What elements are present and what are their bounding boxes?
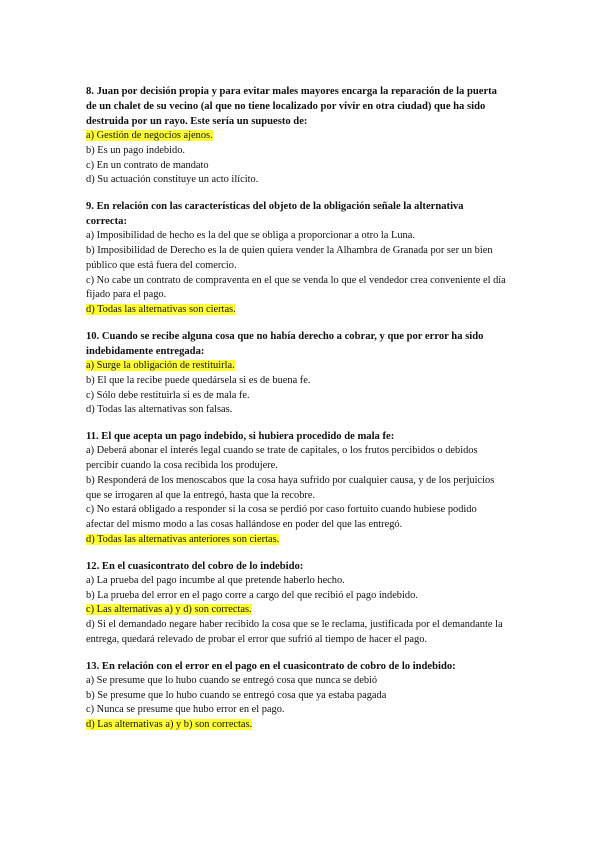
question-title: 8. Juan por decisión propia y para evitar males mayores encarga la reparación de la puerta de un chalet de su vecino (al que no tiene localizado por vivir en otra ciudad) que ha sido destruida por un rayo. Este sería un supuesto de: xyxy=(86,86,497,127)
answer-option xyxy=(86,603,506,618)
question-title: 13. En relación con el error en el pago en el cuasicontrato de cobro de lo indebido: xyxy=(86,660,456,672)
highlighted-answer: a) Surge la obligación de restituirla. xyxy=(86,359,235,371)
answer-option: b) El que la recibe puede quedársela si es de buena fe. xyxy=(86,374,311,386)
highlighted-answer: d) Todas las alternativas anteriores son ciertas. xyxy=(86,533,280,545)
answer-option: d) Si el demandado negare haber recibido la cosa que se le reclama, justificada por el demandante la entrega, quedará relevado de probar el error que sufrió al tiempo de hacer el pago. xyxy=(86,619,503,645)
highlighted-answer: c) Las alternativas a) y d) son correctas. xyxy=(86,604,252,616)
answer-option xyxy=(86,129,506,144)
question-13 xyxy=(86,659,506,733)
question-9 xyxy=(86,199,506,318)
answer-option xyxy=(86,718,506,733)
question-list xyxy=(86,84,506,744)
answer-option: b) Es un pago indebido. xyxy=(86,144,185,156)
highlighted-answer: a) Gestión de negocios ajenos. xyxy=(86,130,213,141)
question-title: 9. En relación con las características del objeto de la obligación señale la alternativa correcta: xyxy=(86,201,464,228)
question-10 xyxy=(86,329,506,418)
question-title: 11. El que acepta un pago indebido, si hubiera procedido de mala fe: xyxy=(86,431,395,443)
answer-option: b) Responderá de los menoscabos que la cosa haya sufrido por cualquier causa, y de los perjuicios que se irrogaren al que la entregó, hasta que la recobre. xyxy=(86,474,495,501)
answer-option: c) Sólo debe restituirla si es de mala fe. xyxy=(86,389,250,401)
answer-option: b) Imposibilidad de Derecho es la de quien quiera vender la Alhambra de Granada por ser un bien público que está fuera del comercio. xyxy=(86,244,493,271)
answer-option: a) Imposibilidad de hecho es la del que se obliga a proporcionar a otro la Luna. xyxy=(86,230,415,242)
question-title: 12. En el cuasicontrato del cobro de lo indebido: xyxy=(86,560,304,572)
highlighted-answer: d) Todas las alternativas son ciertas. xyxy=(86,304,236,316)
answer-option xyxy=(86,359,506,374)
answer-option: c) No cabe un contrato de compraventa en el que se venda lo que el vendedor crea conveniente el día fijado para el pago. xyxy=(86,274,506,301)
answer-option: d) Todas las alternativas son falsas. xyxy=(86,404,233,416)
question-title: 10. Cuando se recibe alguna cosa que no había derecho a cobrar, y que por error ha sido indebidamente entregada: xyxy=(86,330,484,357)
question-12 xyxy=(86,559,506,648)
answer-option: a) Se presume que lo hubo cuando se entregó cosa que nunca se debió xyxy=(86,674,378,686)
question-8 xyxy=(86,84,506,188)
answer-option: c) Nunca se presume que hubo error en el pago. xyxy=(86,704,285,716)
answer-option: b) La prueba del error en el pago corre a cargo del que recibió el pago indebido. xyxy=(86,589,418,601)
answer-option: c) En un contrato de mandato xyxy=(86,159,209,171)
answer-option: a) Deberá abonar el interés legal cuando se trate de capitales, o los frutos percibidos o debidos percibir cuando la cosa recibida los produjere. xyxy=(86,445,478,471)
answer-option xyxy=(86,533,506,548)
question-11 xyxy=(86,429,506,548)
answer-option: a) La prueba del pago incumbe al que pretende haberlo hecho. xyxy=(86,574,345,586)
answer-option: b) Se presume que lo hubo cuando se entregó cosa que ya estaba pagada xyxy=(86,689,387,701)
answer-option xyxy=(86,303,506,318)
answer-option: c) No estará obligado a responder si la cosa se perdió por caso fortuito cuando hubiese podido afectar del mismo modo a las cosas hallándose en poder del que las entregó. xyxy=(86,504,477,531)
answer-option: d) Su actuación constituye un acto ilícito. xyxy=(86,174,259,186)
highlighted-answer: d) Las alternativas a) y b) son correctas. xyxy=(86,719,253,731)
